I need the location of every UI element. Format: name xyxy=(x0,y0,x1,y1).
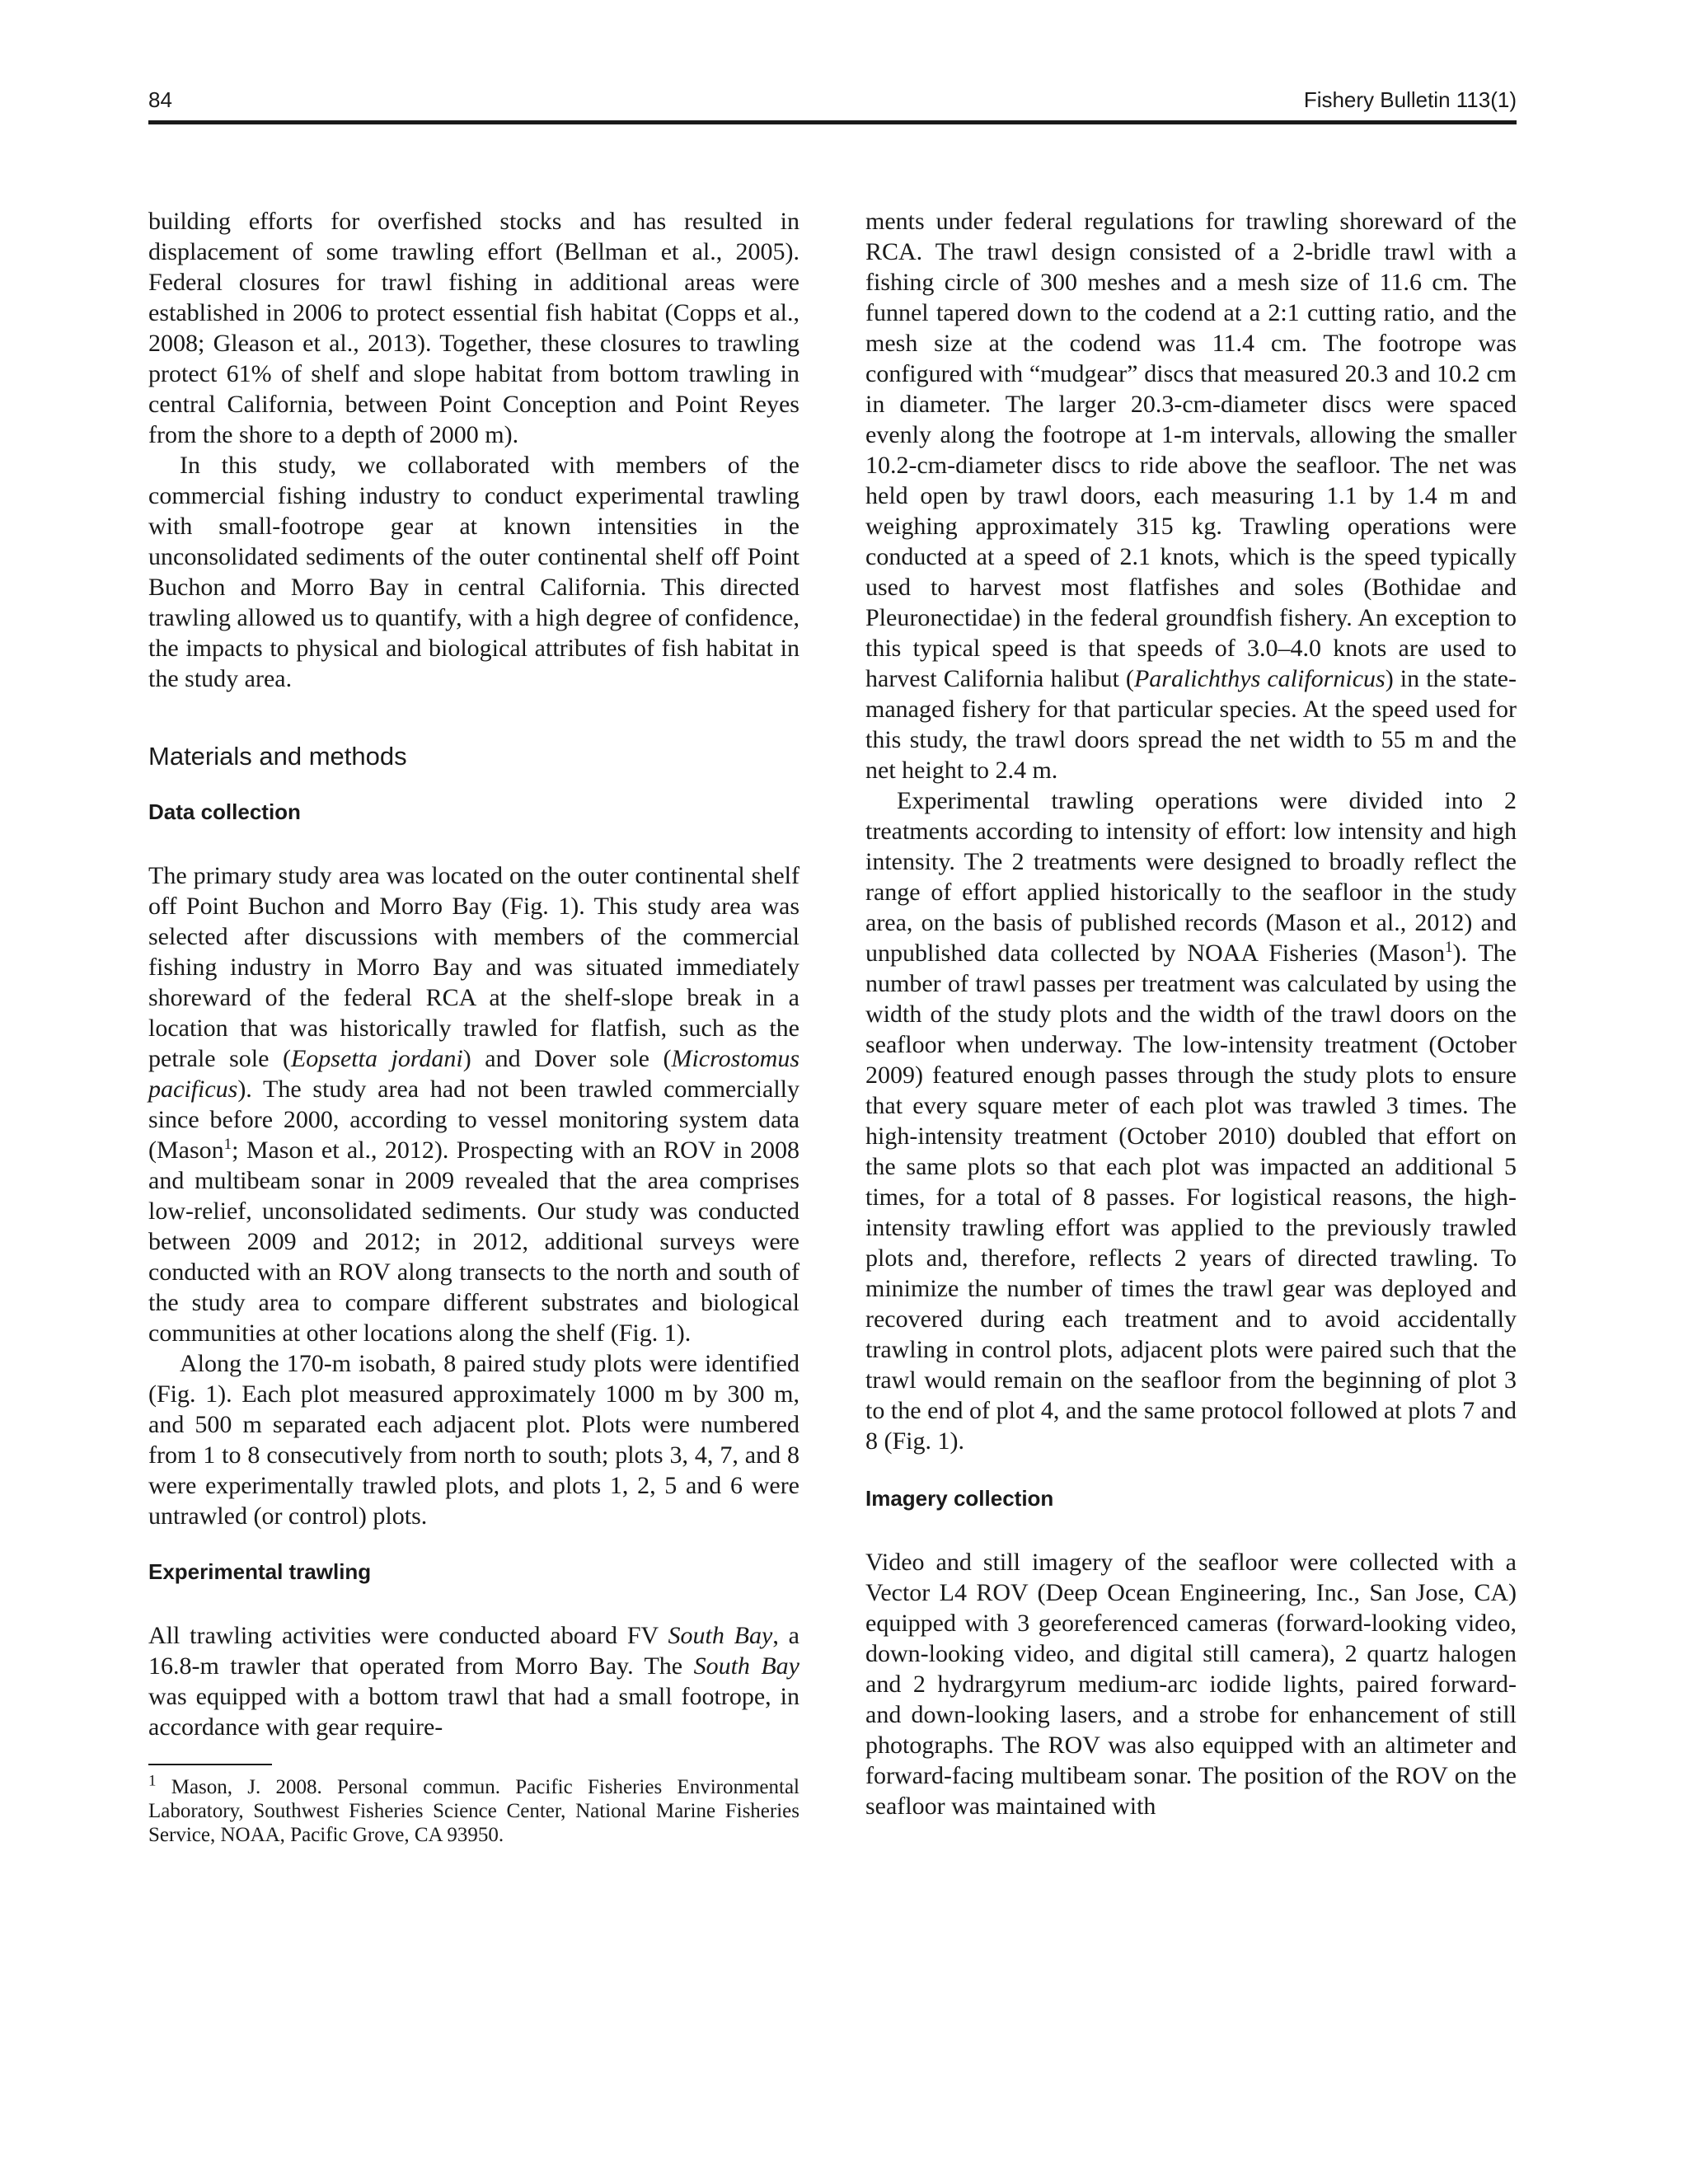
paragraph xyxy=(148,860,799,1348)
paragraph: In this study, we collaborated with members of the commercial fishing industry to conduct experimental trawling with small-footrope gear at known intensities in the unconsolidated sediments of the outer continental shelf off Point Buchon and Morro Bay in central California. This directed trawling allowed us to quantify, with a high degree of confidence, the impacts to physical and biological attributes of fish habitat in the study area. xyxy=(148,452,799,692)
vessel-name: South Bay xyxy=(668,1622,773,1649)
text-run: ; Mason et al., 2012). Prospecting with an ROV in 2008 and multibeam sonar in 2009 revealed that the area comprises low-relief, unconsolidated sediments. Our study was conducted between 2009 and 2012; in 2012, additional surveys were conducted with an ROV along transects to the north and south of the study area to compare different substrates and biological communities at other locations along the shelf (Fig. 1). xyxy=(148,1137,799,1347)
text-run: ) in the state-managed fishery for that particular species. At the speed used for this study, the trawl doors spread the net width to 55 m and the net height to 2.4 m. xyxy=(865,665,1517,784)
text-run: ) and Dover sole ( xyxy=(462,1045,672,1072)
section-heading-methods: Materials and methods xyxy=(148,742,407,771)
text-run: All trawling activities were conducted aboard FV xyxy=(148,1622,668,1649)
paragraph: Video and still imagery of the seafloor were collected with a Vector L4 ROV (Deep Ocean Engineering, Inc., San Jose, CA) equipped with 3 georeferenced cameras (forward-looking video, down-looking video, and digital still camera), 2 quartz halogen and 2 hydrargyrum medium-arc iodide lights, paired forward- and down-looking lasers, and a strobe for enhancement of still photographs. The ROV was also equipped with an altimeter and forward-facing multibeam sonar. The position of the ROV on the seafloor was maintained with xyxy=(865,1549,1517,1820)
text-run: ). The study area had not been trawled commercially since before 2000, according to vessel monitoring system data (Mason xyxy=(148,1076,799,1164)
footnote xyxy=(148,1772,799,1847)
text-run: ). The number of trawl passes per treatment was calculated by using the width of the study plots and the width of the trawl doors on the seafloor when underway. The low-intensity treatment (October 2009) featured enough passes through the study plots to ensure that every square meter of each plot was trawled 3 times. The high-intensity treatment (October 2010) doubled that effort on the same plots so that each plot was impacted an additional 5 times, for a total of 8 passes. For logistical reasons, the high-intensity trawling effort was applied to the previously trawled plots and, therefore, reflects 2 years of directed trawling. To minimize the number of times the trawl gear was deployed and recovered during each treatment and to avoid accidentally trawling in control plots, adjacent plots were paired such that the trawl would remain on the seafloor from the beginning of plot 3 to the end of plot 4, and the same protocol followed at plots 7 and 8 (Fig. 1). xyxy=(865,940,1517,1455)
right-column xyxy=(865,206,1517,1821)
vessel-name: South Bay xyxy=(693,1652,799,1680)
journal-title: Fishery Bulletin 113(1) xyxy=(1303,87,1517,112)
footnote-ref: 1 xyxy=(1445,939,1453,956)
footnote-mark: 1 xyxy=(148,1772,157,1790)
paragraph: Along the 170-m isobath, 8 paired study plots were identified (Fig. 1). Each plot measured approximately 1000 m by 300 m, and 500 m separated each adjacent plot. Plots were numbered from 1 to 8 consecutively from north to south; plots 3, 4, 7, and 8 were experimentally trawled plots, and plots 1, 2, 5 and 6 were untrawled (or control) plots. xyxy=(148,1350,799,1530)
running-header xyxy=(148,82,1517,115)
footnote-rule xyxy=(148,1764,272,1765)
left-column xyxy=(148,206,799,1847)
subsection-heading-experimental-trawling: Experimental trawling xyxy=(148,1559,372,1584)
footnote-text: Mason, J. 2008. Personal commun. Pacific Fisheries Environmental Laboratory, Southwest Fisheries Science Center, National Marine Fisheries Service, NOAA, Pacific Grove, CA 93950. xyxy=(148,1776,799,1846)
species-name: Paralichthys californicus xyxy=(1133,665,1386,692)
text-run: Experimental trawling operations were divided into 2 treatments according to intensity of effort: low intensity and high intensity. The 2 treatments were designed to broadly reflect the range of effort applied historically to the seafloor in the study area, on the basis of published records (Mason et al., 2012) and unpublished data collected by NOAA Fisheries (Mason xyxy=(865,787,1517,967)
paragraph xyxy=(148,1620,799,1742)
header-rule xyxy=(148,120,1517,124)
subsection-heading-data-collection: Data collection xyxy=(148,799,301,824)
text-run: ments under federal regulations for trawling shoreward of the RCA. The trawl design consisted of a 2-bridle trawl with a fishing circle of 300 meshes and a mesh size of 11.6 cm. The funnel tapered down to the codend at a 2:1 cutting ratio, and the mesh size at the codend was 11.4 cm. The footrope was configured with “mudgear” discs that measured 20.3 and 10.2 cm in diameter. The larger 20.3-cm-diameter discs were spaced evenly along the footrope at 1-m intervals, allowing the smaller 10.2-cm-diameter discs to ride above the seafloor. The net was held open by trawl doors, each measuring 1.1 by 1.4 m and weighing approximately 315 kg. Trawling operations were conducted at a speed of 2.1 knots, which is the speed typically used to harvest most flatfishes and soles (Bothidae and Pleuronectidae) in the federal groundfish fishery. An exception to this typical speed is that speeds of 3.0–4.0 knots are used to harvest California halibut ( xyxy=(865,208,1517,692)
text-run: The primary study area was located on the outer continental shelf off Point Buchon and Morro Bay (Fig. 1). This study area was selected after discussions with members of the commercial fishing industry in Morro Bay and was situated immediately shoreward of the federal RCA at the shelf-slope break in a location that was historically trawled for flatfish, such as the petrale sole ( xyxy=(148,862,799,1072)
text-run: , a 16.8-m trawler that operated from Morro Bay. The xyxy=(148,1622,799,1680)
page-number: 84 xyxy=(148,87,172,112)
species-name: Eopsetta jordani xyxy=(290,1045,463,1072)
subsection-heading-imagery: Imagery collection xyxy=(865,1486,1054,1511)
paragraph xyxy=(865,206,1517,785)
species-name: Microstomus pacificus xyxy=(148,1045,800,1103)
paragraph: building efforts for overfished stocks and has resulted in displacement of some trawling effort (Bellman et al., 2005). Federal closures for trawl fishing in additional areas were established in 2006 to protect essential fish habitat (Copps et al., 2008; Gleason et al., 2013). Together, these closures to trawling protect 61% of shelf and slope habitat from bottom trawling in central California, between Point Conception and Point Reyes from the shore to a depth of 2000 m). xyxy=(148,208,799,448)
text-run: was equipped with a bottom trawl that had a small footrope, in accordance with gear require- xyxy=(148,1683,799,1741)
paragraph xyxy=(865,785,1517,1456)
footnote-ref: 1 xyxy=(223,1136,232,1153)
